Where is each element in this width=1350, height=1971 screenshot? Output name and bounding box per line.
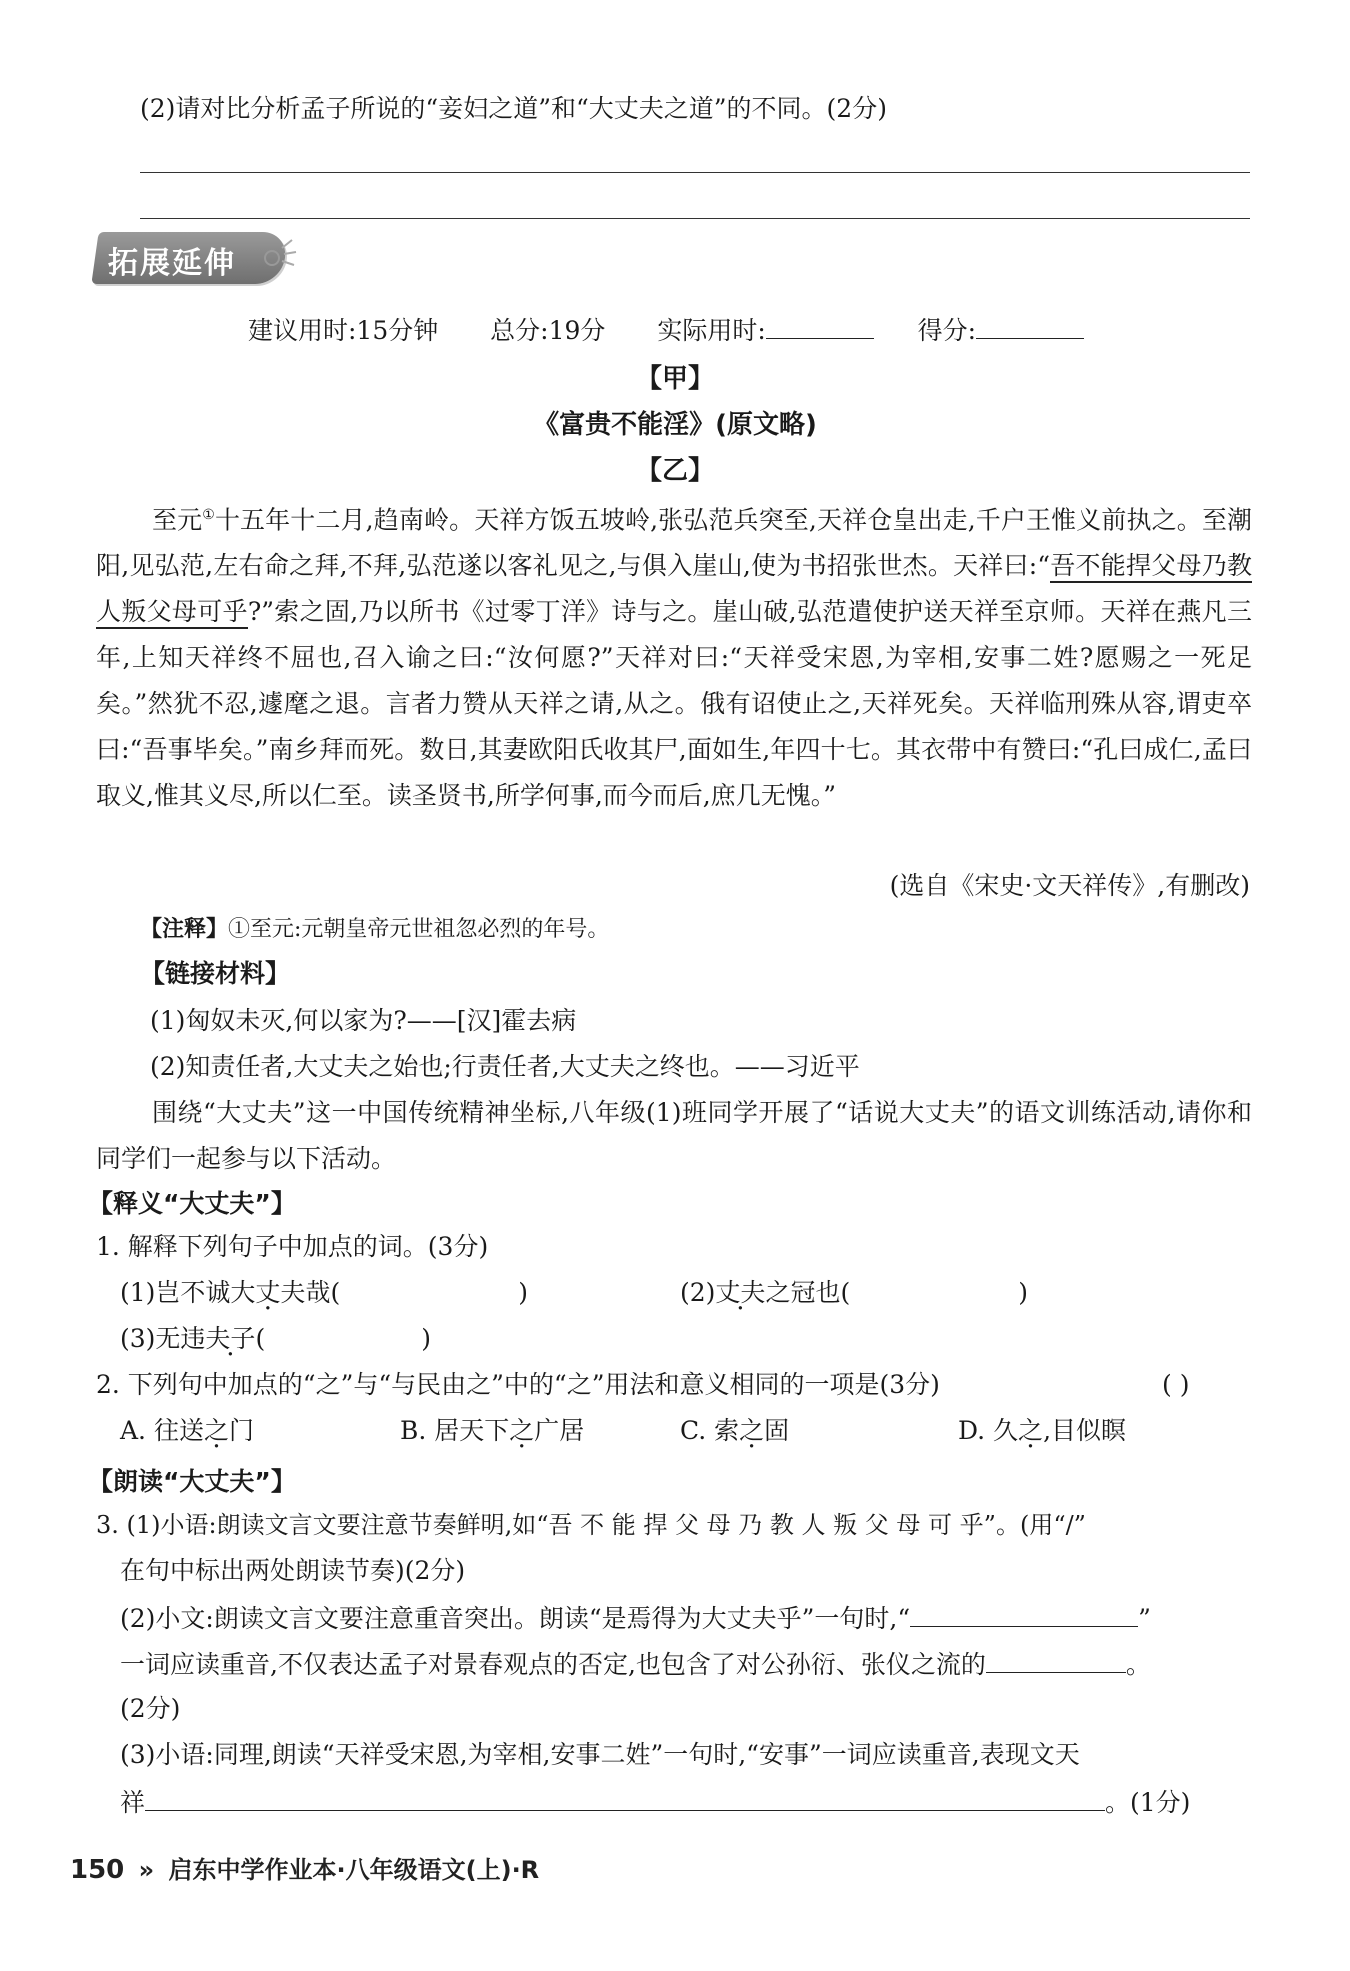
q1-item-1 — [120, 1276, 528, 1310]
page-number: 150 — [70, 1855, 125, 1885]
q2-option-a-pre: A. 往送 — [120, 1416, 204, 1445]
score-label: 得分: — [917, 316, 977, 345]
timing-row — [248, 312, 1084, 348]
q1-item-2-close: ) — [1018, 1278, 1028, 1307]
link-item-1: (1)匈奴未灭,何以家为?——[汉]霍去病 — [150, 1006, 577, 1035]
chevron-icon: » — [138, 1856, 155, 1884]
q2-option-c-pre: C. 索 — [680, 1416, 740, 1445]
q1-item-3 — [120, 1322, 431, 1356]
q1-item-2-dotted: 丈夫 — [715, 1278, 766, 1307]
answer-line-2 — [140, 218, 1250, 219]
underlined-sentence: 吾不能捍父母乃教人叛父母可乎 — [96, 551, 1252, 629]
q2-option-d-post: ,目似瞑 — [1043, 1416, 1127, 1445]
q2-option-a[interactable] — [120, 1414, 254, 1448]
answer-line-1 — [140, 172, 1250, 173]
actual-time-blank[interactable] — [766, 312, 874, 339]
page-footer — [70, 1850, 539, 1885]
q1-item-1-close: ) — [518, 1278, 528, 1307]
q3-stress-word-blank[interactable] — [910, 1600, 1138, 1627]
book-title: 启东中学作业本·八年级语文(上)·R — [168, 1856, 540, 1884]
q1-item-3-pre: (3)无违 — [120, 1324, 206, 1353]
total-score: 总分:19分 — [490, 316, 606, 345]
q2-option-b[interactable] — [400, 1414, 584, 1448]
passage-part-b: ?”索之固,乃以所书《过零丁洋》诗与之。崖山破,弘范遣使护送天祥至京师。天祥在燕凡三年,上知天祥终不屈也,召入谕之曰:“汝何愿?”天祥对曰:“天祥受宋恩,为宰相,安事二姓?愿赐之一死足矣。”然犹不忍,遽麾之退。言者力赞从天祥之请,从之。俄有诏使止之,天祥死矣。天祥临刑殊从容,谓吏卒曰:“吾事毕矣。”南乡拜而死。数日,其妻欧阳氏收其尸,面如生,年四十七。其衣带中有赞曰:“孔曰成仁,孟曰取义,惟其义尽,所以仁至。读圣贤书,所学何事,而今而后,庶几无愧。” — [96, 597, 1252, 811]
top-question: (2)请对比分析孟子所说的“妾妇之道”和“大丈夫之道”的不同。(2分) — [140, 94, 887, 123]
q3-line-6: (3)小语:同理,朗读“天祥受宋恩,为宰相,安事二姓”一句时,“安事”一词应读重音,表现文天 — [120, 1740, 1080, 1769]
passage-start: 至元 — [152, 505, 203, 535]
suggested-time: 建议用时:15分钟 — [248, 316, 439, 345]
q2-option-d[interactable] — [958, 1414, 1126, 1448]
q1-stem: 1. 解释下列句子中加点的词。(3分) — [96, 1232, 489, 1261]
jia-title: 《富贵不能淫》(原文略) — [533, 410, 817, 440]
q2-option-a-post: 门 — [228, 1416, 254, 1445]
activity-intro: 围绕“大丈夫”这一中国传统精神坐标,八年级(1)班同学开展了“话说大丈夫”的语文训练活动,请你和同学们一起参与以下活动。 — [96, 1098, 1252, 1173]
q2-option-b-post: 广居 — [534, 1416, 585, 1445]
note-label: 【注释】 — [140, 917, 229, 942]
q3-line-4-pre: 一词应读重音,不仅表达孟子对景春观点的否定,也包含了对公孙衍、张仪之流的 — [120, 1650, 986, 1679]
q3-line-4 — [120, 1646, 1151, 1682]
sparkle-icon — [262, 236, 298, 272]
q2-answer-paren[interactable]: ( ) — [1162, 1370, 1190, 1399]
link-item-2: (2)知责任者,大丈夫之始也;行责任者,大丈夫之终也。——习近平 — [150, 1052, 860, 1081]
q1-item-3-close: ) — [421, 1324, 431, 1353]
q3-answer-blank[interactable] — [145, 1784, 1105, 1811]
q1-item-2-pre: (2) — [680, 1278, 716, 1307]
q2-option-b-dotted: 之 — [509, 1416, 535, 1445]
q1-item-1-dotted: 大丈夫 — [230, 1278, 306, 1307]
q2-option-c-dotted: 之 — [739, 1416, 765, 1445]
q3-line-3-pre: (2)小文:朗读文言文要注意重音突出。朗读“是焉得为大丈夫乎”一句时,“ — [120, 1604, 911, 1633]
q3-line-3-post: ” — [1138, 1604, 1151, 1633]
score-blank[interactable] — [976, 312, 1084, 339]
q1-item-2 — [680, 1276, 1028, 1310]
note-row — [140, 912, 609, 943]
q3-line-5: (2分) — [120, 1694, 181, 1723]
q3-line-4-post: 。 — [1125, 1650, 1151, 1679]
q2-option-d-pre: D. 久 — [958, 1416, 1019, 1445]
yi-passage — [96, 492, 1252, 819]
q3-attitude-blank[interactable] — [986, 1646, 1126, 1673]
note-text: ①至元:元朝皇帝元世祖忽必烈的年号。 — [228, 917, 610, 942]
q2-option-c-post: 固 — [764, 1416, 790, 1445]
passage-source: (选自《宋史·文天祥传》,有删改) — [889, 871, 1250, 900]
link-material-label: 【链接材料】 — [140, 959, 291, 988]
q2-option-d-dotted: 之 — [1018, 1416, 1044, 1445]
section-banner-label: 拓展延伸 — [108, 246, 236, 281]
q3-line-7-post: 。(1分) — [1105, 1788, 1191, 1817]
q3-line-7-pre: 祥 — [120, 1788, 146, 1817]
q3-line-2: 在句中标出两处朗读节奏)(2分) — [120, 1556, 466, 1585]
q2-option-c[interactable] — [680, 1414, 789, 1448]
q1-item-3-dotted: 夫子 — [205, 1324, 256, 1353]
passage-part-a: 十五年十二月,趋南岭。天祥方饭五坡岭,张弘范兵突至,天祥仓皇出走,千户王惟义前执之。至潮阳,见弘范,左右命之拜,不拜,弘范遂以客礼见之,与俱入崖山,使为书招张世杰。天祥曰:“ — [96, 505, 1252, 581]
jia-label: 【甲】 — [635, 364, 714, 394]
note-marker: ① — [202, 507, 215, 523]
q1-item-1-post: 哉( — [305, 1278, 341, 1307]
q2-option-a-dotted: 之 — [203, 1416, 229, 1445]
q1-item-1-pre: (1)岂不诚 — [120, 1278, 231, 1307]
part2-heading: 【朗读“大丈夫”】 — [88, 1467, 296, 1496]
q2-option-b-pre: B. 居天下 — [400, 1416, 510, 1445]
q3-line-7 — [120, 1784, 1190, 1820]
q3-line-3 — [120, 1600, 1151, 1636]
yi-label: 【乙】 — [635, 456, 714, 486]
q1-item-3-post: ( — [255, 1324, 266, 1353]
actual-time-label: 实际用时: — [657, 316, 766, 345]
q1-item-2-post: 之冠也( — [765, 1278, 851, 1307]
q3-line-1: 3. (1)小语:朗读文言文要注意节奏鲜明,如“吾 不 能 捍 父 母 乃 教 人 叛 父 母 可 乎”。(用“/” — [96, 1511, 1086, 1539]
part1-heading: 【释义“大丈夫”】 — [88, 1189, 296, 1218]
q2-stem: 2. 下列句中加点的“之”与“与民由之”中的“之”用法和意义相同的一项是(3分) — [96, 1370, 940, 1399]
